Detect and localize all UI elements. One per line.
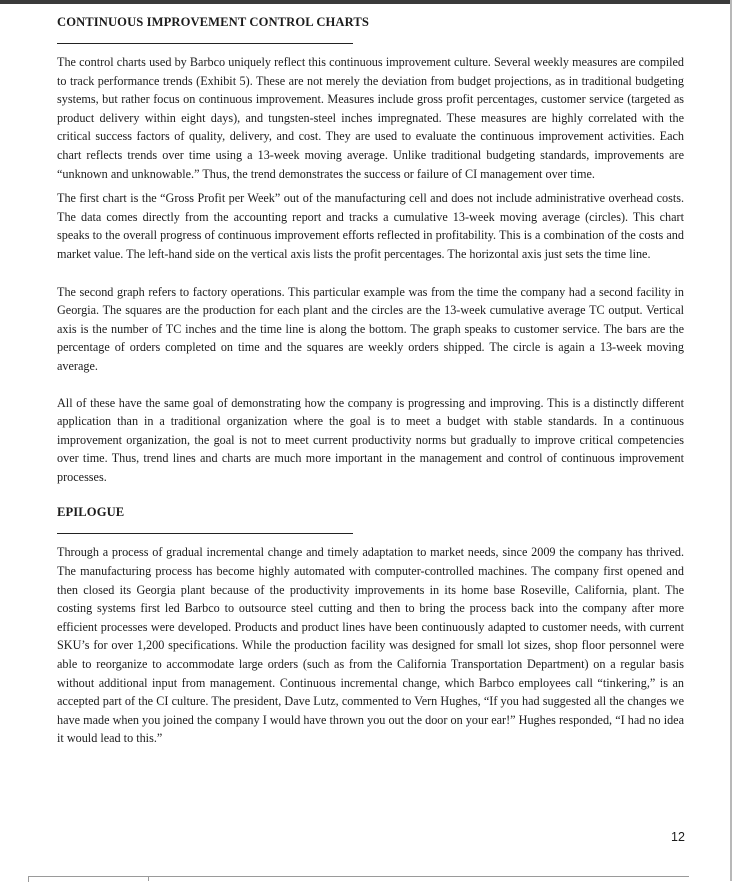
section-heading-epilogue: EPILOGUE [57,505,125,520]
heading-underline [57,533,353,534]
page-bottom-tick [148,876,149,881]
paragraph-control-charts-intro: The control charts used by Barbco uniquely reflect this continuous improvement culture. Several weekly measures are compiled to track performance trends (Exhibit 5). These are not merely the deviation from budget projections, as in traditional budgeting systems, but rather focus on continuous improvement. Measures include gross profit percentages, customer service (targeted as product delivery within eight days), and tungsten-steel inches impregnated. These measures are highly correlated with the critical success factors of quality, delivery, and cost. They are used to evaluate the continuous improvement activities. Each chart reflects trends over time using a 13-week moving average. Unlike traditional budgeting standards, improvements are “unknown and unknowable.” Thus, the trend demonstrates the success or failure of CI management over time. [57,55,684,181]
paragraph-second-graph: The second graph refers to factory operations. This particular example was from the time the company had a second facility in Georgia. The squares are the production for each plant and the circles are the 13-week cumulative average TC output. Vertical axis is the number of TC inches and the time line is along the bottom. The graph speaks to customer service. The bars are the percentage of orders completed on time and the squares are weekly orders shipped. The circle is again a 13-week moving average. [57,284,684,373]
page-bottom-frame [28,876,689,882]
paragraph-goal: All of these have the same goal of demonstrating how the company is progressing and improving. This is a distinctly different application than in a traditional organization where the goal is to meet a budget with stable standards. In a continuous improvement organization, the goal is not to meet current productivity norms but gradually to improve critical competencies over time. Thus, trend lines and charts are much more important in the management and control of continuous improvement processes. [57,395,684,484]
paragraph-epilogue: Through a process of gradual incremental change and timely adaptation to market needs, since 2009 the company has thrived. The manufacturing process has become highly automated with computer-controlled machines. The company first opened and then closed its Georgia plant because of the productivity improvements in its home base Roseville, California, plant. The costing systems first led Barbco to outsource steel cutting and then to bring the process back into the company after more efficient processes were developed. Products and product lines have been continuously adapted to customer needs, with current SKU’s for over 1,200 specifications. While the production facility was designed for small lot sizes, shop floor personnel were able to reorganize to accommodate large orders (such as from the California Transportation Department) on a regular basis without additional input from management. Continuous incremental change, which Barbco employees call “tinkering,” is an accepted part of the CI culture. The president, Dave Lutz, commented to Vern Hughes, “If you had suggested all the changes we have made when you joined the company I would have thrown you out the door on your ear!” Hughes responded, “I had no idea it would lead to this.” [57,545,684,746]
heading-underline [57,43,353,44]
document-page [57,14,684,748]
paragraph-first-chart: The first chart is the “Gross Profit per Week” out of the manufacturing cell and does not include administrative overhead costs. The data comes directly from the accounting report and tracks a cumulative 13-week moving average (circles). This chart speaks to the overall progress of continuous improvement efforts reflected in profitability. This is a combination of the costs and market value. The left-hand side on the vertical axis lists the profit percentages. The horizontal axis just sets the time line. [57,191,684,261]
section-heading-control-charts: CONTINUOUS IMPROVEMENT CONTROL CHARTS [57,15,369,29]
page-top-edge [0,0,732,4]
page-number: 12 [671,830,685,844]
